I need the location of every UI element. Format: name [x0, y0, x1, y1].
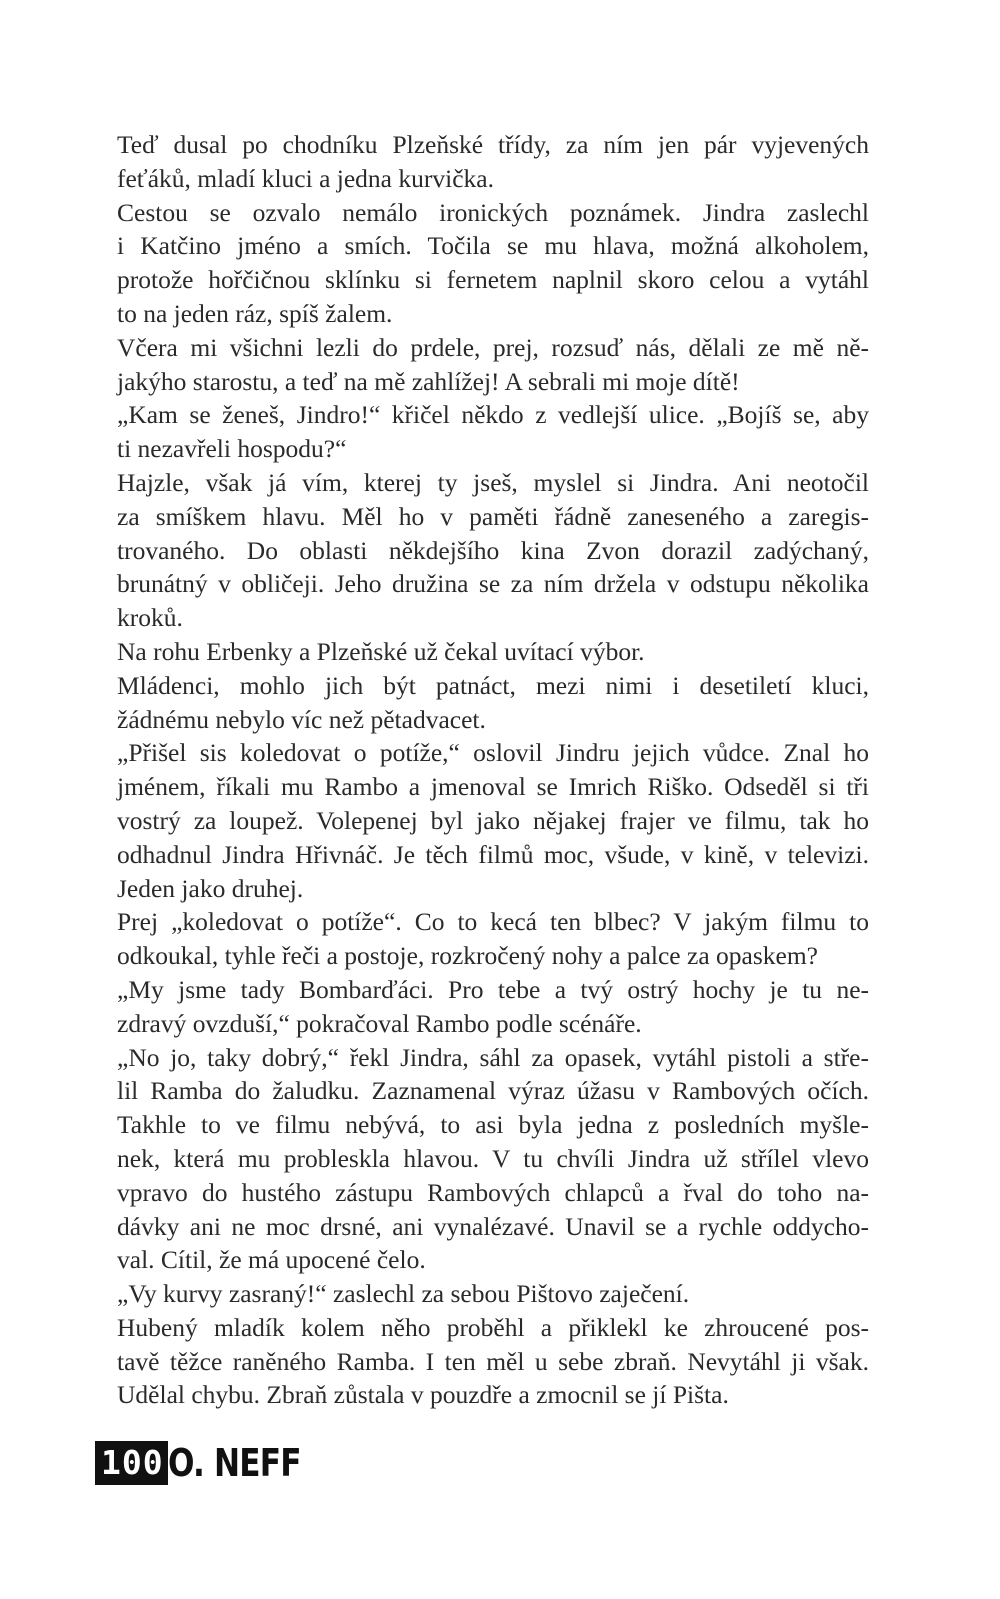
paragraph: [117, 736, 869, 905]
author-logo: O. NEFF: [167, 1441, 301, 1485]
text-line: odkoukal, tyhle řeči a postoje, rozkročený nohy a palce za opaskem?: [117, 941, 818, 971]
text-line: Mládenci, mohlo jich být patnáct, mezi nimi i desetiletí kluci,: [117, 670, 869, 700]
text-line: val. Cítil, že má upocené čelo.: [117, 1245, 426, 1275]
text-line: to na jeden ráz, spíš žalem.: [117, 298, 393, 328]
text-line: jakýho starostu, a teď na mě zahlížej! A sebrali mi moje dítě!: [117, 366, 740, 396]
text-line: Hajzle, však já vím, kterej ty jseš, myslel si Jindra. Ani neotočil: [117, 467, 869, 497]
text-line: Včera mi všichni lezli do prdele, prej, rozsuď nás, dělali ze mě ně-: [117, 332, 869, 362]
text-line: „My jsme tady Bombarďáci. Pro tebe a tvý ostrý hochy je tu ne-: [117, 974, 869, 1004]
text-line: jménem, říkali mu Rambo a jmenoval se Imrich Riško. Odseděl si tři: [117, 772, 869, 802]
paragraph: [117, 331, 869, 399]
text-line: dávky ani ne moc drsné, ani vynalézavé. Unavil se a rychle oddycho-: [117, 1211, 869, 1241]
text-line: vpravo do hustého zástupu Rambových chlapců a řval do toho na-: [117, 1177, 869, 1207]
text-line: trovaného. Do oblasti někdejšího kina Zvon dorazil zadýchaný,: [117, 535, 869, 565]
body-text: [117, 128, 869, 1412]
paragraph: [117, 1277, 869, 1311]
page-number: 100: [95, 1441, 168, 1485]
paragraph: [117, 128, 869, 196]
text-line: feťáků, mladí kluci a jedna kurvička.: [117, 163, 494, 193]
text-line: žádnému nebylo víc než pětadvacet.: [117, 704, 486, 734]
text-line: Prej „koledovat o potíže“. Co to kecá ten blbec? V jakým filmu to: [117, 907, 869, 937]
text-line: vostrý za loupež. Volepenej byl jako nějakej frajer ve filmu, tak ho: [117, 805, 869, 835]
text-line: Teď dusal po chodníku Plzeňské třídy, za ním jen pár vyjevených: [117, 130, 869, 159]
paragraph: [117, 905, 869, 973]
text-line: i Katčino jméno a smích. Točila se mu hlava, možná alkoholem,: [117, 231, 869, 261]
text-line: Jeden jako druhej.: [117, 873, 304, 903]
text-line: nek, která mu probleskla hlavou. V tu chvíli Jindra už střílel vlevo: [117, 1143, 869, 1173]
text-line: kroků.: [117, 603, 183, 633]
text-line: ti nezavřeli hospodu?“: [117, 434, 347, 464]
text-line: „No jo, taky dobrý,“ řekl Jindra, sáhl za opasek, vytáhl pistoli a stře-: [117, 1042, 869, 1072]
paragraph: [117, 1311, 869, 1412]
text-line: Hubený mladík kolem něho proběhl a přiklekl ke zhroucené pos-: [117, 1312, 869, 1342]
page-footer: [95, 1441, 329, 1485]
text-line: tavě těžce raněného Ramba. I ten měl u sebe zbraň. Nevytáhl ji však.: [117, 1346, 869, 1376]
text-line: brunátný v obličeji. Jeho družina se za ním držela v odstupu několika: [117, 569, 869, 599]
paragraph: [117, 973, 869, 1041]
paragraph: [117, 466, 869, 635]
paragraph: [117, 635, 869, 669]
text-line: „Přišel sis koledovat o potíže,“ oslovil Jindru jejich vůdce. Znal ho: [117, 738, 869, 768]
paragraph: [117, 669, 869, 737]
text-line: Cestou se ozvalo nemálo ironických poznámek. Jindra zaslechl: [117, 197, 869, 227]
text-line: Udělal chybu. Zbraň zůstala v pouzdře a zmocnil se jí Pišta.: [117, 1380, 729, 1410]
text-line: Takhle to ve filmu nebývá, to asi byla jedna z posledních myšle-: [117, 1110, 869, 1140]
text-line: „Vy kurvy zasraný!“ zaslechl za sebou Pištovo zaječení.: [117, 1279, 690, 1309]
text-line: „Kam se ženeš, Jindro!“ křičel někdo z vedlejší ulice. „Bojíš se, aby: [117, 400, 869, 430]
paragraph: [117, 1041, 869, 1278]
paragraph: [117, 196, 869, 331]
paragraph: [117, 398, 869, 466]
text-line: protože hořčičnou sklínku si fernetem naplnil skoro celou a vytáhl: [117, 265, 869, 295]
text-line: zdravý ovzduší,“ pokračoval Rambo podle scénáře.: [117, 1008, 642, 1038]
text-line: za smíškem hlavu. Měl ho v paměti řádně zaneseného a zaregis-: [117, 501, 869, 531]
text-line: Na rohu Erbenky a Plzeňské už čekal uvítací výbor.: [117, 636, 645, 666]
text-line: lil Ramba do žaludku. Zaznamenal výraz úžasu v Rambových očích.: [117, 1076, 869, 1106]
text-line: odhadnul Jindra Hřivnáč. Je těch filmů moc, všude, v kině, v televizi.: [117, 839, 869, 869]
